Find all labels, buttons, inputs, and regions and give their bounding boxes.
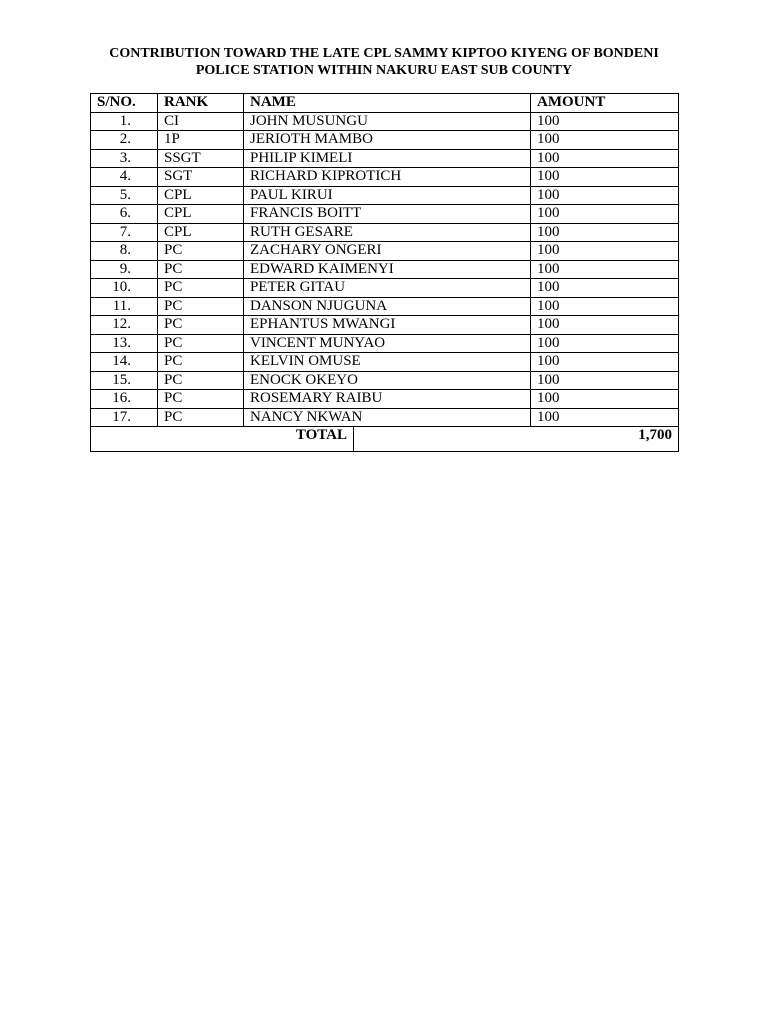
cell-amount: 100	[531, 242, 679, 261]
cell-amount: 100	[531, 168, 679, 187]
cell-sno: 16.	[91, 390, 158, 409]
cell-amount: 100	[531, 371, 679, 390]
cell-name: EPHANTUS MWANGI	[244, 316, 531, 335]
contribution-table	[90, 93, 679, 452]
cell-sno: 14.	[91, 353, 158, 372]
header-name: NAME	[244, 94, 531, 113]
cell-sno: 3.	[91, 149, 158, 168]
cell-name: FRANCIS BOITT	[244, 205, 531, 224]
cell-sno: 8.	[91, 242, 158, 261]
cell-name: PETER GITAU	[244, 279, 531, 298]
cell-rank: PC	[158, 353, 244, 372]
total-row	[91, 427, 679, 452]
cell-rank: CI	[158, 112, 244, 131]
cell-amount: 100	[531, 353, 679, 372]
cell-rank: PC	[158, 279, 244, 298]
cell-sno: 6.	[91, 205, 158, 224]
cell-rank: SSGT	[158, 149, 244, 168]
cell-rank: SGT	[158, 168, 244, 187]
table-row	[91, 112, 679, 131]
document-title	[90, 45, 678, 79]
cell-name: EDWARD KAIMENYI	[244, 260, 531, 279]
cell-sno: 7.	[91, 223, 158, 242]
header-amount: AMOUNT	[531, 94, 679, 113]
cell-sno: 5.	[91, 186, 158, 205]
cell-name: NANCY NKWAN	[244, 408, 531, 427]
cell-amount: 100	[531, 279, 679, 298]
table-row	[91, 316, 679, 335]
table-row	[91, 371, 679, 390]
table-row	[91, 205, 679, 224]
cell-rank: CPL	[158, 205, 244, 224]
cell-amount: 100	[531, 112, 679, 131]
cell-name: RICHARD KIPROTICH	[244, 168, 531, 187]
cell-name: PHILIP KIMELI	[244, 149, 531, 168]
cell-amount: 100	[531, 131, 679, 150]
cell-amount: 100	[531, 223, 679, 242]
table-header-row	[91, 94, 679, 113]
cell-amount: 100	[531, 186, 679, 205]
cell-name: ROSEMARY RAIBU	[244, 390, 531, 409]
cell-amount: 100	[531, 316, 679, 335]
table-row	[91, 223, 679, 242]
table-row	[91, 242, 679, 261]
table-row	[91, 353, 679, 372]
title-line-2: POLICE STATION WITHIN NAKURU EAST SUB COUNTY	[195, 63, 573, 78]
table-row	[91, 186, 679, 205]
cell-name: ZACHARY ONGERI	[244, 242, 531, 261]
cell-rank: PC	[158, 334, 244, 353]
cell-rank: 1P	[158, 131, 244, 150]
cell-sno: 4.	[91, 168, 158, 187]
cell-amount: 100	[531, 297, 679, 316]
cell-sno: 10.	[91, 279, 158, 298]
cell-sno: 13.	[91, 334, 158, 353]
cell-name: KELVIN OMUSE	[244, 353, 531, 372]
cell-amount: 100	[531, 408, 679, 427]
cell-sno: 9.	[91, 260, 158, 279]
cell-rank: PC	[158, 297, 244, 316]
cell-rank: PC	[158, 242, 244, 261]
cell-name: RUTH GESARE	[244, 223, 531, 242]
cell-amount: 100	[531, 149, 679, 168]
cell-rank: CPL	[158, 223, 244, 242]
table-row	[91, 279, 679, 298]
cell-name: DANSON NJUGUNA	[244, 297, 531, 316]
cell-name: VINCENT MUNYAO	[244, 334, 531, 353]
table-row	[91, 297, 679, 316]
cell-name: JOHN MUSUNGU	[244, 112, 531, 131]
cell-rank: CPL	[158, 186, 244, 205]
total-label: TOTAL	[91, 427, 354, 452]
table-row	[91, 408, 679, 427]
table-row	[91, 334, 679, 353]
table-row	[91, 260, 679, 279]
cell-name: PAUL KIRUI	[244, 186, 531, 205]
table-body	[91, 112, 679, 427]
cell-amount: 100	[531, 334, 679, 353]
total-amount: 1,700	[354, 427, 679, 452]
cell-sno: 11.	[91, 297, 158, 316]
table-row	[91, 131, 679, 150]
cell-amount: 100	[531, 390, 679, 409]
cell-name: ENOCK OKEYO	[244, 371, 531, 390]
cell-sno: 2.	[91, 131, 158, 150]
cell-sno: 17.	[91, 408, 158, 427]
cell-rank: PC	[158, 260, 244, 279]
table-row	[91, 168, 679, 187]
table-row	[91, 149, 679, 168]
cell-amount: 100	[531, 260, 679, 279]
cell-rank: PC	[158, 390, 244, 409]
table-row	[91, 390, 679, 409]
cell-amount: 100	[531, 205, 679, 224]
cell-rank: PC	[158, 408, 244, 427]
cell-sno: 12.	[91, 316, 158, 335]
header-sno: S/NO.	[91, 94, 158, 113]
cell-rank: PC	[158, 316, 244, 335]
cell-sno: 1.	[91, 112, 158, 131]
cell-name: JERIOTH MAMBO	[244, 131, 531, 150]
cell-sno: 15.	[91, 371, 158, 390]
title-line-1: CONTRIBUTION TOWARD THE LATE CPL SAMMY KIPTOO KIYENG OF BONDENI	[109, 46, 659, 61]
cell-rank: PC	[158, 371, 244, 390]
header-rank: RANK	[158, 94, 244, 113]
